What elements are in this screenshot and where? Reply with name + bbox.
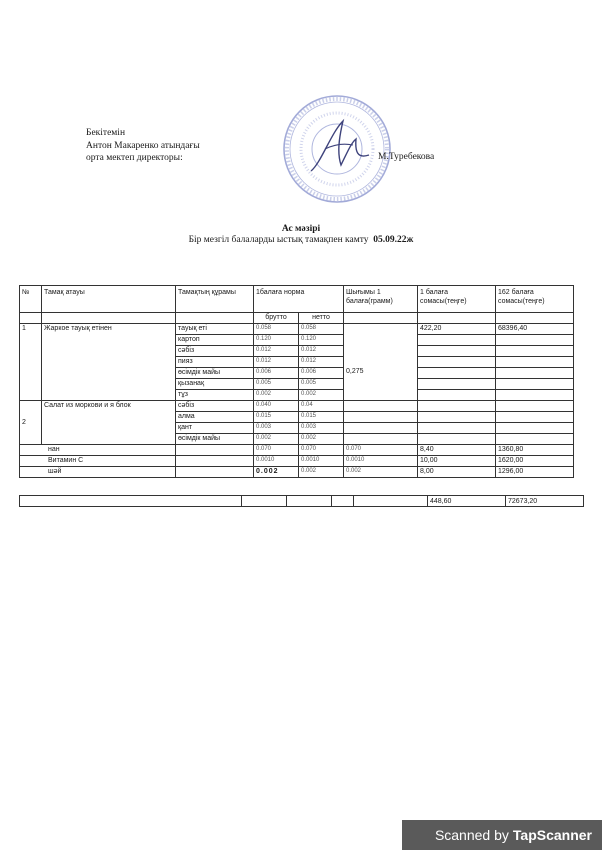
table-row — [20, 324, 574, 335]
menu-date: 05.09.22ж — [373, 235, 414, 245]
table-row — [20, 467, 574, 478]
header-composition: Тамақтың құрамы — [176, 286, 254, 313]
totals-row — [20, 496, 584, 507]
table-subheader-row — [20, 313, 574, 324]
netto-value: 0.120 — [299, 335, 344, 346]
menu-heading: Ас мәзірі — [281, 224, 321, 234]
subheader-netto: нетто — [299, 313, 344, 324]
dish-name: Салат из моркови и я блок — [42, 401, 176, 445]
netto-value: 0.002 — [299, 390, 344, 401]
brutto-value: 0.005 — [254, 379, 299, 390]
brutto-value: 0.012 — [254, 357, 299, 368]
table-row — [20, 445, 574, 456]
cost-162-value: 1620,00 — [496, 456, 574, 467]
brutto-value: 0.002 — [254, 434, 299, 445]
ingredient: пияз — [176, 357, 254, 368]
dish-number: 2 — [20, 401, 42, 445]
ingredient: өсімдік майы — [176, 368, 254, 379]
subtitle-text: Бір мезгіл балаларды ыстық тамақпен камту — [188, 235, 369, 245]
ingredient: тұз — [176, 390, 254, 401]
netto-value: 0.003 — [299, 423, 344, 434]
dish-output — [344, 324, 418, 401]
school-seal-stamp — [281, 93, 393, 205]
brutto-value: 0.006 — [254, 368, 299, 379]
ingredient: қызанақ — [176, 379, 254, 390]
director-name: М.Туребекова — [378, 152, 435, 162]
netto-value: 0.04 — [299, 401, 344, 412]
table-header-row — [20, 286, 574, 313]
header-dish: Тамақ атауы — [42, 286, 176, 313]
watermark-brand: TapScanner — [512, 827, 592, 843]
extra-name: Витамин С — [20, 456, 176, 467]
brutto-value: 0.012 — [254, 346, 299, 357]
totals-table — [19, 495, 584, 507]
header-cost-one: 1 балаға сомасы(теңге) — [418, 286, 496, 313]
netto-value: 0.002 — [299, 467, 344, 478]
ingredient: қант — [176, 423, 254, 434]
brutto-value: 0.003 — [254, 423, 299, 434]
approval-line-3: орта мектеп директоры: — [86, 153, 183, 163]
scanner-watermark — [402, 820, 602, 850]
netto-value: 0.006 — [299, 368, 344, 379]
approval-block — [86, 127, 200, 165]
dish-number: 1 — [20, 324, 42, 401]
menu-table — [19, 285, 574, 478]
ingredient: өсімдік майы — [176, 434, 254, 445]
extra-name: нан — [20, 445, 176, 456]
netto-value: 0.070 — [299, 445, 344, 456]
table-row — [20, 401, 574, 412]
table-row — [20, 456, 574, 467]
ingredient: сәбіз — [176, 346, 254, 357]
ingredient: тауық еті — [176, 324, 254, 335]
netto-value: 0.005 — [299, 379, 344, 390]
brutto-value: 0.002 — [254, 467, 299, 478]
header-output: Шығымы 1 балаға(грамм) — [344, 286, 418, 313]
total-cost-one: 448,60 — [428, 496, 506, 507]
header-num: № — [20, 286, 42, 313]
document-title — [0, 224, 602, 246]
brutto-value: 0.0010 — [254, 456, 299, 467]
cost-one-value: 10,00 — [418, 456, 496, 467]
netto-value: 0.012 — [299, 357, 344, 368]
brutto-value: 0.015 — [254, 412, 299, 423]
menu-subtitle — [0, 235, 602, 246]
brutto-value: 0.120 — [254, 335, 299, 346]
output-value: 0.0010 — [344, 456, 418, 467]
netto-value: 0.015 — [299, 412, 344, 423]
output-value: 0.002 — [344, 467, 418, 478]
signature — [311, 121, 369, 171]
brutto-value: 0.040 — [254, 401, 299, 412]
netto-value: 0.002 — [299, 434, 344, 445]
brutto-value: 0.058 — [254, 324, 299, 335]
cost-162-value: 68396,40 — [496, 324, 574, 335]
extra-name: шәй — [20, 467, 176, 478]
ingredient: картоп — [176, 335, 254, 346]
cost-162-value: 1296,00 — [496, 467, 574, 478]
watermark-prefix: Scanned by — [434, 827, 509, 843]
ingredient: алма — [176, 412, 254, 423]
netto-value: 0.058 — [299, 324, 344, 335]
brutto-value: 0.070 — [254, 445, 299, 456]
output-value: 0.070 — [344, 445, 418, 456]
header-cost-162: 162 балаға сомасы(теңге) — [496, 286, 574, 313]
cost-162-value: 1360,80 — [496, 445, 574, 456]
cost-one-value: 422,20 — [418, 324, 496, 335]
netto-value: 0.0010 — [299, 456, 344, 467]
approval-line-1: Бекітемін — [86, 128, 126, 138]
approval-line-2: Антон Макаренко атындағы — [86, 140, 200, 151]
output-value: 0,275 — [346, 367, 364, 375]
ingredient: сәбіз — [176, 401, 254, 412]
total-cost-162: 72673,20 — [506, 496, 584, 507]
subheader-brutto: брутто — [254, 313, 299, 324]
header-norm: 1балаға норма — [254, 286, 344, 313]
dish-name: Жаркое тауық етінен — [42, 324, 176, 401]
cost-one-value: 8,40 — [418, 445, 496, 456]
netto-value: 0.012 — [299, 346, 344, 357]
cost-one-value: 8,00 — [418, 467, 496, 478]
brutto-value: 0.002 — [254, 390, 299, 401]
